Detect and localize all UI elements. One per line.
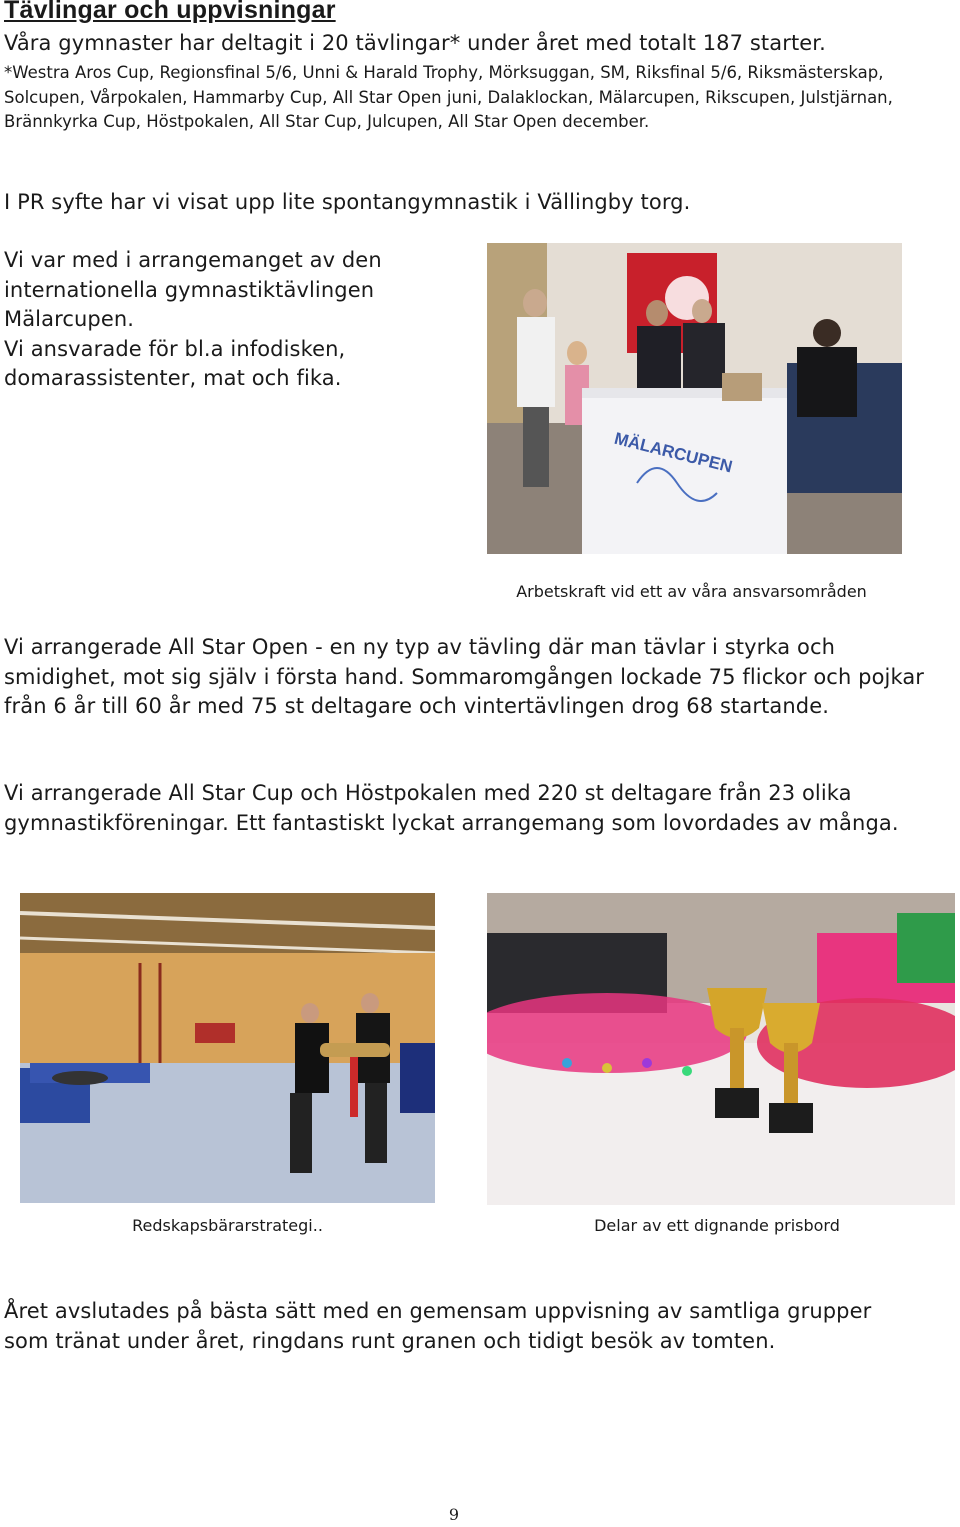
info-desk [582,393,787,554]
malarcupen-line1: Vi var med i arrangemanget av den internationella gymnastiktävlingen Mälarcupen. [4,248,382,331]
all-star-open-paragraph: Vi arrangerade All Star Open - en ny typ av tävling där man tävlar i styrka och smidighet, mot sig själv i första hand. Sommaromgången lockade 75 flickor och pojkar från 6 år till 60 år med 75 st deltagare och vintertävlingen drog 68 startande. [4,635,925,718]
photo-prize-table [487,893,955,1205]
photo-gym-hall [20,893,435,1203]
photo1-caption: Arbetskraft vid ett av våra ansvarsområden [516,582,867,601]
photo-info-desk [487,243,902,554]
all-star-cup-paragraph: Vi arrangerade All Star Cup och Höstpokalen med 220 st deltagare från 23 olika gymnastikföreningar. Ett fantastiskt lyckat arrangemang som lovordades av många. [4,781,899,835]
page-heading: Tävlingar och uppvisningar [4,0,336,24]
intro-text: Våra gymnaster har deltagit i 20 tävlingar* under året med totalt 187 starter. [4,31,826,55]
pr-paragraph: I PR syfte har vi visat upp lite spontangymnastik i Vällingby torg. [4,190,691,214]
pommel-horse [320,1043,390,1057]
malarcupen-paragraph [4,246,444,394]
closing-paragraph: Året avslutades på bästa sätt med en gemensam uppvisning av samtliga grupper som tränat under året, ringdans runt granen och tidigt besök av tomten. [4,1299,872,1353]
photo3-caption: Delar av ett dignande prisbord [594,1216,840,1235]
photo2-caption: Redskapsbärarstrategi.. [132,1216,323,1235]
page-number: 9 [448,1505,460,1524]
malarcupen-line2: Vi ansvarade för bl.a infodisken, domarassistenter, mat och fika. [4,336,346,390]
competition-list: *Westra Aros Cup, Regionsfinal 5/6, Unni & Harald Trophy, Mörksuggan, SM, Riksfinal 5/6, Riksmästerskap, Solcupen, Vårpokalen, Hammarby Cup, All Star Open juni, Dalaklockan, Mälarcupen, Rikscupen, Julstjärnan, Brännkyrka Cup, Höstpokalen, All Star Cup, Julcupen, All Star Open december. [4,63,893,131]
desk-banner-text: MÄLARCUPEN [612,428,735,477]
